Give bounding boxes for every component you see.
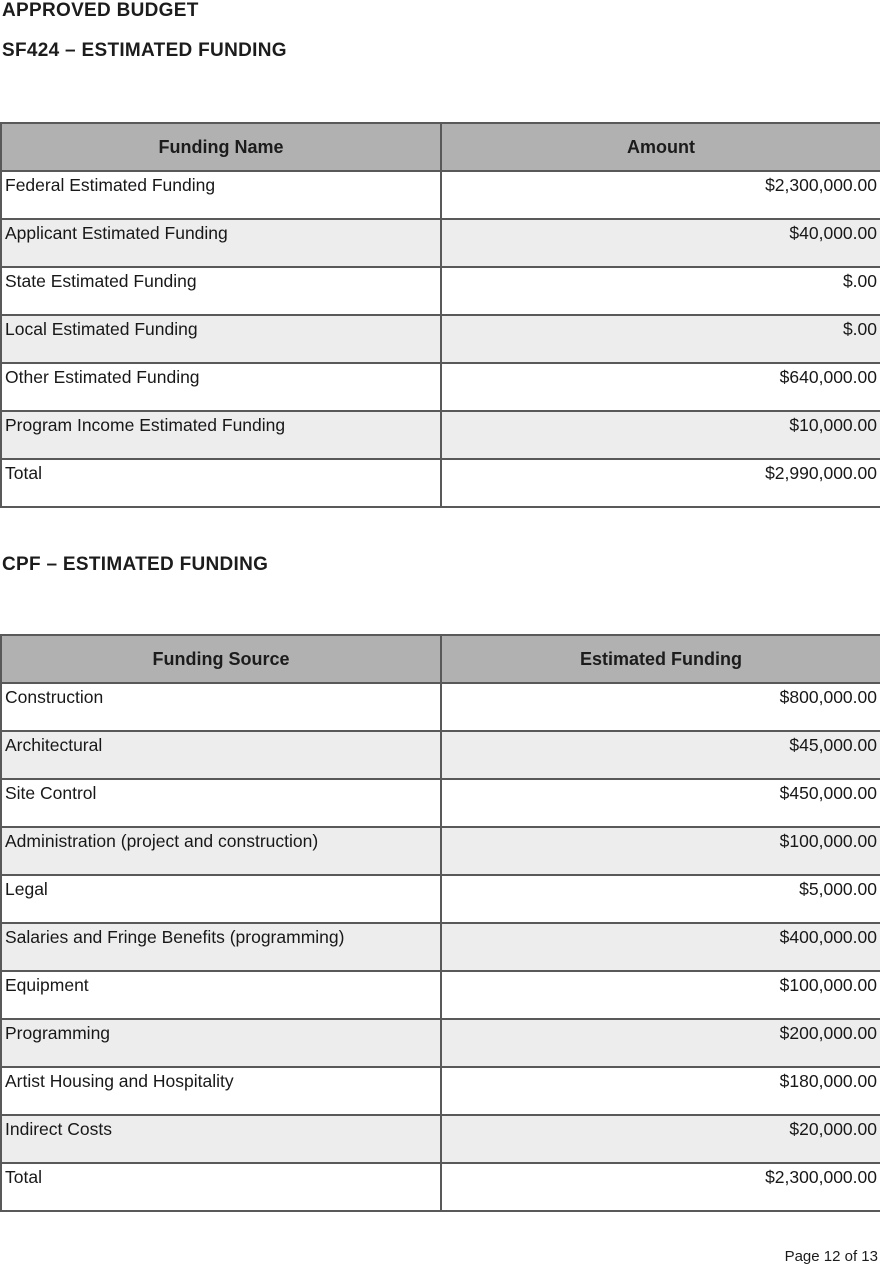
column-header-estimated-funding: Estimated Funding (441, 635, 880, 683)
amount-cell: $2,300,000.00 (441, 1163, 880, 1211)
amount-cell: $.00 (441, 267, 880, 315)
amount-cell: $20,000.00 (441, 1115, 880, 1163)
table-row (1, 1067, 880, 1115)
amount-cell: $10,000.00 (441, 411, 880, 459)
table-row-total (1, 1163, 880, 1211)
funding-source-cell: Indirect Costs (1, 1115, 441, 1163)
funding-name-cell: State Estimated Funding (1, 267, 441, 315)
cpf-funding-table (0, 634, 880, 1212)
amount-cell: $45,000.00 (441, 731, 880, 779)
table-row (1, 923, 880, 971)
amount-cell: $2,300,000.00 (441, 171, 880, 219)
funding-name-cell: Other Estimated Funding (1, 363, 441, 411)
funding-source-cell: Equipment (1, 971, 441, 1019)
table-row (1, 267, 880, 315)
funding-name-cell: Local Estimated Funding (1, 315, 441, 363)
table-row (1, 363, 880, 411)
table-header-row (1, 635, 880, 683)
cpf-section-heading: CPF – ESTIMATED FUNDING (2, 554, 269, 575)
amount-cell: $2,990,000.00 (441, 459, 880, 507)
sf424-funding-table (0, 122, 880, 508)
funding-source-cell: Total (1, 1163, 441, 1211)
table-row (1, 827, 880, 875)
table-row (1, 971, 880, 1019)
amount-cell: $400,000.00 (441, 923, 880, 971)
funding-source-cell: Construction (1, 683, 441, 731)
amount-cell: $5,000.00 (441, 875, 880, 923)
page-number: Page 12 of 13 (784, 1248, 878, 1265)
funding-source-cell: Artist Housing and Hospitality (1, 1067, 441, 1115)
funding-name-cell: Applicant Estimated Funding (1, 219, 441, 267)
funding-source-cell: Site Control (1, 779, 441, 827)
amount-cell: $40,000.00 (441, 219, 880, 267)
table-row-total (1, 459, 880, 507)
sf424-section-heading: SF424 – ESTIMATED FUNDING (2, 40, 287, 61)
amount-cell: $200,000.00 (441, 1019, 880, 1067)
funding-source-cell: Legal (1, 875, 441, 923)
table-row (1, 779, 880, 827)
amount-cell: $100,000.00 (441, 971, 880, 1019)
column-header-amount: Amount (441, 123, 880, 171)
table-row (1, 1115, 880, 1163)
amount-cell: $180,000.00 (441, 1067, 880, 1115)
column-header-funding-name: Funding Name (1, 123, 441, 171)
funding-source-cell: Administration (project and construction) (1, 827, 441, 875)
amount-cell: $100,000.00 (441, 827, 880, 875)
funding-source-cell: Salaries and Fringe Benefits (programming) (1, 923, 441, 971)
table-row (1, 731, 880, 779)
funding-source-cell: Architectural (1, 731, 441, 779)
amount-cell: $450,000.00 (441, 779, 880, 827)
table-row (1, 171, 880, 219)
table-row (1, 683, 880, 731)
funding-name-cell: Program Income Estimated Funding (1, 411, 441, 459)
funding-name-cell: Federal Estimated Funding (1, 171, 441, 219)
table-row (1, 875, 880, 923)
amount-cell: $.00 (441, 315, 880, 363)
table-header-row (1, 123, 880, 171)
table-row (1, 315, 880, 363)
document-title: APPROVED BUDGET (2, 0, 199, 21)
table-row (1, 219, 880, 267)
funding-source-cell: Programming (1, 1019, 441, 1067)
column-header-funding-source: Funding Source (1, 635, 441, 683)
funding-name-cell: Total (1, 459, 441, 507)
table-row (1, 411, 880, 459)
amount-cell: $640,000.00 (441, 363, 880, 411)
amount-cell: $800,000.00 (441, 683, 880, 731)
table-row (1, 1019, 880, 1067)
